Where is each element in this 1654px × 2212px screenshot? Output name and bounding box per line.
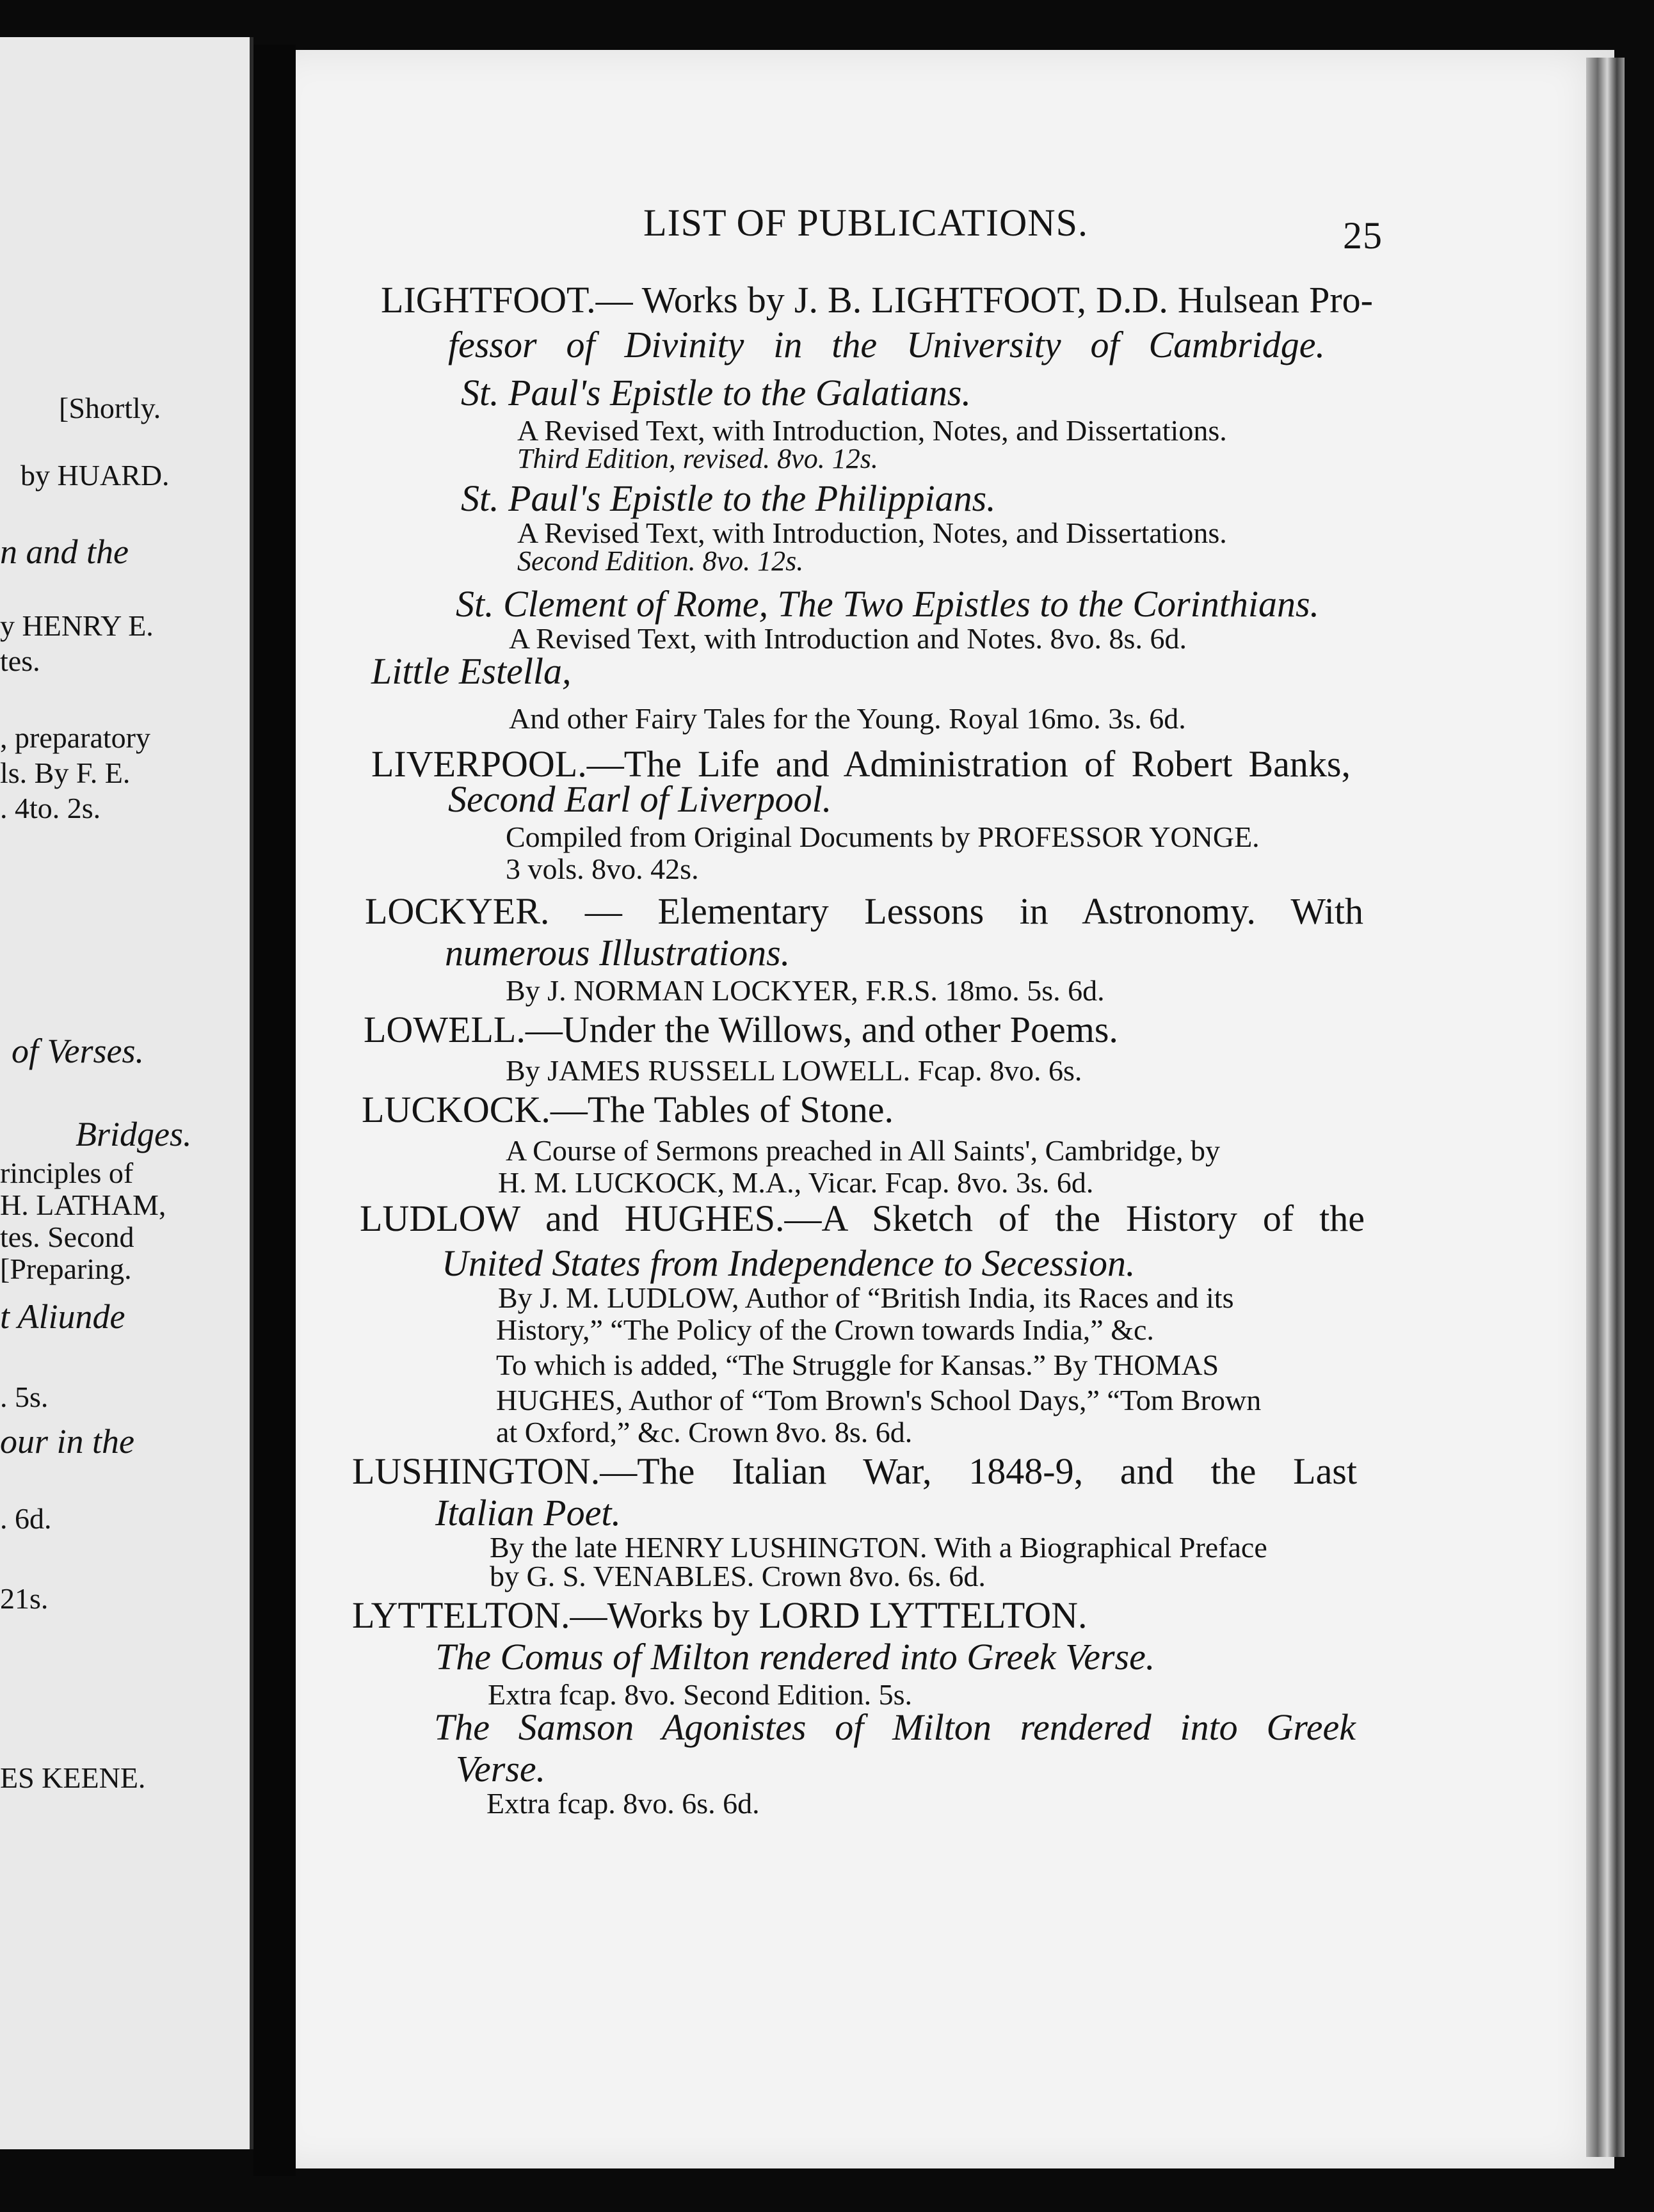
entry-line: by G. S. VENABLES. Crown 8vo. 6s. 6d. [490, 1560, 986, 1592]
left-page-text: . 5s. [0, 1381, 49, 1413]
left-page-text: tes. Second [0, 1221, 134, 1253]
left-page-text: our in the [0, 1422, 134, 1461]
entry-line: Extra fcap. 8vo. Second Edition. 5s. [488, 1678, 913, 1711]
entry-line: LUCKOCK.—The Tables of Stone. [362, 1089, 894, 1130]
entry-line: A Revised Text, with Introduction, Notes, and Dissertations. [517, 414, 1227, 447]
entry-line: Second Edition. 8vo. 12s. [517, 545, 804, 577]
entry-line: LIGHTFOOT.— Works by J. B. LIGHTFOOT, D.D. Hulsean Pro- [381, 279, 1373, 321]
entry-line: fessor of Divinity in the University of Cambridge. [448, 324, 1325, 365]
entry-line: Third Edition, revised. 8vo. 12s. [517, 443, 878, 474]
left-page-text: by HUARD. [20, 459, 170, 492]
left-page-text: rinciples of [0, 1157, 134, 1189]
entry-line: LIVERPOOL.—The Life and Administration of Robert Banks, [371, 743, 1351, 785]
left-page-fragment [0, 37, 253, 2149]
entry-line: 3 vols. 8vo. 42s. [506, 853, 699, 885]
entry-line: LOWELL.—Under the Willows, and other Poems. [364, 1009, 1118, 1050]
entry-line: at Oxford,” &c. Crown 8vo. 8s. 6d. [496, 1416, 913, 1448]
entry-line: A Revised Text, with Introduction, Notes, and Dissertations. [517, 517, 1227, 549]
entry-line: By JAMES RUSSELL LOWELL. Fcap. 8vo. 6s. [506, 1054, 1082, 1087]
left-page-text: n and the [0, 533, 129, 571]
entry-line: LOCKYER. — Elementary Lessons in Astronomy. With [365, 890, 1363, 932]
entry-line: Italian Poet. [435, 1492, 621, 1534]
entry-line: By J. M. LUDLOW, Author of “British India, its Races and its [498, 1281, 1234, 1314]
left-page-text: Bridges. [76, 1115, 192, 1153]
entry-line: By the late HENRY LUSHINGTON. With a Biographical Preface [490, 1531, 1267, 1564]
left-page-text: ES KEENE. [0, 1761, 146, 1794]
entry-line: Verse. [456, 1748, 546, 1790]
entry-line: Second Earl of Liverpool. [448, 778, 832, 820]
entry-line: St. Paul's Epistle to the Galatians. [461, 372, 971, 413]
entry-line: LUDLOW and HUGHES.—A Sketch of the History of the [360, 1198, 1365, 1239]
left-page-text: [Shortly. [59, 392, 161, 424]
book-gutter [253, 45, 296, 2176]
entry-line: St. Clement of Rome, The Two Epistles to the Corinthians. [456, 583, 1320, 625]
entry-line: St. Paul's Epistle to the Philippians. [461, 477, 996, 519]
entry-line: To which is added, “The Struggle for Kansas.” By THOMAS [496, 1349, 1219, 1381]
left-page-text: [Preparing. [0, 1253, 132, 1285]
left-page-text: , preparatory [0, 721, 150, 754]
entry-line: Extra fcap. 8vo. 6s. 6d. [486, 1787, 760, 1820]
entry-line: United States from Independence to Secession. [442, 1242, 1136, 1284]
left-page-text: 21s. [0, 1582, 49, 1615]
entry-line: LYTTELTON.—Works by LORD LYTTELTON. [352, 1594, 1088, 1636]
entry-line: H. M. LUCKOCK, M.A., Vicar. Fcap. 8vo. 3s. 6d. [498, 1166, 1094, 1199]
left-page-text: ls. By F. E. [0, 757, 131, 789]
left-page-text: tes. [0, 645, 40, 677]
left-page-text: of Verses. [12, 1032, 144, 1070]
left-page-text: t Aliunde [0, 1297, 125, 1336]
entry-line: numerous Illustrations. [445, 932, 791, 974]
left-page-text: . 6d. [0, 1502, 52, 1535]
entry-line: History,” “The Policy of the Crown towards India,” &c. [496, 1313, 1154, 1346]
entry-line: Compiled from Original Documents by PROFESSOR YONGE. [506, 821, 1260, 853]
entry-line: LUSHINGTON.—The Italian War, 1848-9, and the Last [352, 1450, 1357, 1492]
entry-line: By J. NORMAN LOCKYER, F.R.S. 18mo. 5s. 6d. [506, 974, 1105, 1007]
page-edge [1586, 58, 1625, 2157]
entry-line: A Revised Text, with Introduction and Notes. 8vo. 8s. 6d. [509, 622, 1187, 655]
entry-line: HUGHES, Author of “Tom Brown's School Days,” “Tom Brown [496, 1384, 1262, 1416]
entry-line: The Samson Agonistes of Milton rendered into Greek [434, 1706, 1356, 1748]
left-page-text: . 4to. 2s. [0, 792, 101, 824]
left-page-text: H. LATHAM, [0, 1189, 166, 1221]
entry-line: And other Fairy Tales for the Young. Royal 16mo. 3s. 6d. [509, 702, 1186, 735]
entry-line: The Comus of Milton rendered into Greek Verse. [435, 1636, 1155, 1678]
entry-line: A Course of Sermons preached in All Saints', Cambridge, by [506, 1134, 1220, 1167]
running-header: LIST OF PUBLICATIONS. [643, 202, 1088, 244]
entry-line: Little Estella, [371, 650, 572, 692]
left-page-text: y HENRY E. [0, 609, 154, 642]
page-number: 25 [1343, 214, 1383, 257]
